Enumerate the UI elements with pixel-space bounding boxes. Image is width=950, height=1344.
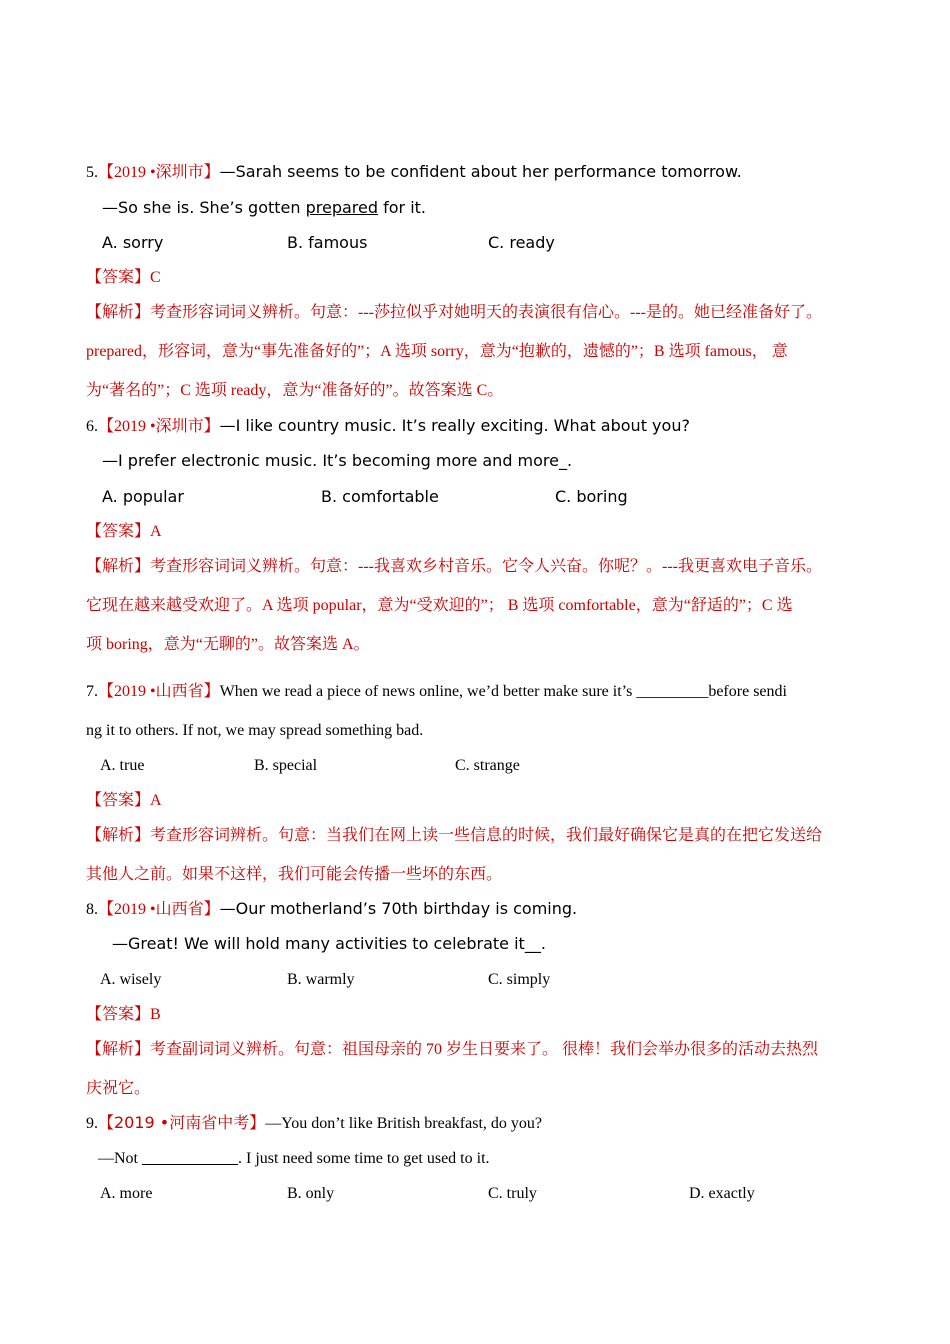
analysis-line: prepared，形容词，意为“事先准备好的”；A 选项 sorry，意为“抱歉的，遗憾的”；B 选项 famous， 意 bbox=[86, 343, 788, 360]
option-d: D. exactly bbox=[689, 1185, 755, 1202]
analysis-label: 【解析】 bbox=[86, 304, 151, 321]
question-7-stem bbox=[86, 682, 787, 702]
option-c: C. truly bbox=[488, 1185, 537, 1202]
option-b: B. special bbox=[254, 757, 318, 774]
question-6-reply: —I prefer electronic music. It’s becoming more and more_. bbox=[102, 451, 573, 470]
question-9-stem bbox=[86, 1113, 542, 1134]
question-text: —Our motherland’s 70th birthday is coming. bbox=[219, 899, 578, 918]
analysis-line: 其他人之前。如果不这样，我们可能会传播一些坏的东西。 bbox=[86, 866, 503, 883]
answer-value: A bbox=[150, 792, 162, 809]
option-b: B. warmly bbox=[287, 971, 355, 988]
option-a: A. sorry bbox=[102, 233, 164, 252]
option-c: C. simply bbox=[488, 971, 551, 988]
question-text: —Sarah seems to be confident about her performance tomorrow. bbox=[219, 162, 742, 181]
question-number: 7. bbox=[86, 683, 98, 700]
answer-value: A bbox=[150, 523, 162, 540]
answer-blank: ____________ bbox=[142, 1150, 238, 1167]
option-c: C. ready bbox=[488, 233, 555, 252]
option-a: A. true bbox=[100, 757, 145, 774]
analysis-line: 【解析】考查形容词辨析。句意：当我们在网上读一些信息的时候，我们最好确保它是真的在把它发送给 bbox=[86, 827, 823, 844]
question-5-reply: —So she is. She’s gotten prepared for it. bbox=[102, 198, 427, 217]
question-text: —You don’t like British breakfast, do you? bbox=[265, 1115, 542, 1132]
answer-value: B bbox=[150, 1006, 161, 1023]
question-8-stem bbox=[86, 899, 577, 920]
question-number: 6. bbox=[86, 418, 98, 435]
question-source: 【2019 •深圳市】 bbox=[98, 418, 220, 435]
question-7-continuation: ng it to others. If not, we may spread something bad. bbox=[86, 722, 424, 739]
analysis-line: 【解析】考查副词词义辨析。句意：祖国母亲的 70 岁生日要来了。 很棒！我们会举办很多的活动去热烈 bbox=[86, 1041, 819, 1058]
analysis-line: 它现在越来越受欢迎了。A 选项 popular，意为“受欢迎的”； B 选项 comfortable，意为“舒适的”；C 选 bbox=[86, 597, 793, 614]
option-b: B. famous bbox=[287, 233, 368, 252]
analysis-line: 【解析】考查形容词词义辨析。句意：---我喜欢乡村音乐。它令人兴奋。你呢？。---我更喜欢电子音乐。 bbox=[86, 558, 822, 575]
answer-line: 【答案】A bbox=[86, 792, 162, 809]
option-a: A. popular bbox=[102, 487, 184, 506]
analysis-line: 项 boring，意为“无聊的”。故答案选 A。 bbox=[86, 636, 370, 653]
question-text: When we read a piece of news online, we’d better make sure it’s _________before sendi bbox=[219, 683, 787, 700]
answer-line: 【答案】A bbox=[86, 523, 162, 540]
underlined-word: prepared bbox=[305, 198, 379, 217]
question-6-stem bbox=[86, 416, 690, 437]
option-c: C. boring bbox=[555, 487, 628, 506]
answer-line: 【答案】B bbox=[86, 1006, 161, 1023]
question-source: 【2019 •山西省】 bbox=[98, 901, 220, 918]
question-text: —I like country music. It’s really exciting. What about you? bbox=[219, 416, 690, 435]
question-source: 【2019 •深圳市】 bbox=[98, 164, 220, 181]
question-source: 【2019 •山西省】 bbox=[98, 683, 220, 700]
option-a: A. wisely bbox=[100, 971, 162, 988]
question-8-reply: —Great! We will hold many activities to celebrate it__. bbox=[112, 934, 546, 953]
question-source-place: 河南省中考】 bbox=[169, 1115, 266, 1132]
option-b: B. only bbox=[287, 1185, 335, 1202]
option-c: C. strange bbox=[455, 757, 520, 774]
option-b: B. comfortable bbox=[321, 487, 439, 506]
option-a: A. more bbox=[100, 1185, 153, 1202]
answer-value: C bbox=[150, 269, 161, 286]
question-number: 5. bbox=[86, 164, 98, 181]
question-number: 8. bbox=[86, 901, 98, 918]
analysis-label: 【解析】 bbox=[86, 827, 151, 844]
analysis-label: 【解析】 bbox=[86, 558, 151, 575]
question-5-stem bbox=[86, 162, 742, 183]
analysis-line: 庆祝它。 bbox=[86, 1080, 151, 1097]
analysis-label: 【解析】 bbox=[86, 1041, 151, 1058]
question-source-year: 【2019 • bbox=[98, 1113, 170, 1132]
analysis-line: 【解析】考查形容词词义辨析。句意：---莎拉似乎对她明天的表演很有信心。---是的。她已经准备好了。 bbox=[86, 304, 822, 321]
question-number: 9. bbox=[86, 1115, 98, 1132]
question-9-reply: —Not ____________. I just need some time to get used to it. bbox=[98, 1150, 490, 1167]
analysis-line: 为“著名的”；C 选项 ready，意为“准备好的”。故答案选 C。 bbox=[86, 382, 504, 399]
answer-line: 【答案】C bbox=[86, 269, 161, 286]
